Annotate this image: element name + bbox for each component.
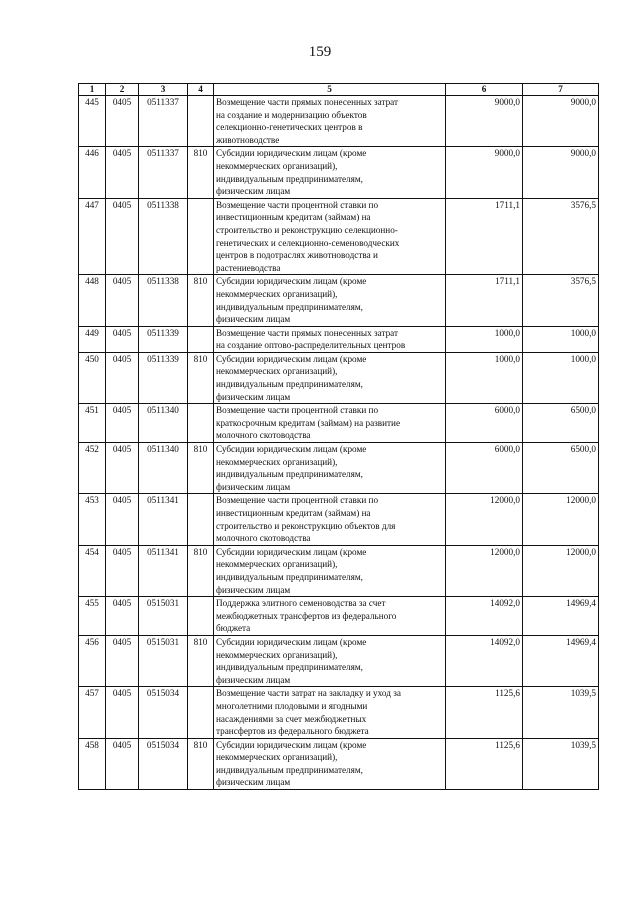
description-line: Субсидии юридическим лицам (кроме: [216, 148, 367, 159]
section-code-cell: 0405: [106, 198, 139, 275]
table-row: [79, 635, 599, 686]
description-line: индивидуальным предпринимателям,: [216, 301, 363, 312]
amount-col7-cell: 3576,5: [523, 275, 599, 326]
column-header-7: 7: [523, 84, 599, 96]
section-code-cell: 0405: [106, 404, 139, 443]
section-code-cell: 0405: [106, 635, 139, 686]
table-row: [79, 326, 599, 352]
description-cell: [214, 635, 446, 686]
row-number-cell: 449: [79, 326, 106, 352]
description-line: некоммерческих организаций),: [216, 366, 338, 377]
row-number-cell: 451: [79, 404, 106, 443]
description-line: Субсидии юридическим лицам (кроме: [216, 444, 367, 455]
row-number-cell: 453: [79, 494, 106, 545]
description-line: индивидуальным предпринимателям,: [216, 173, 363, 184]
section-code-cell: 0405: [106, 326, 139, 352]
description-cell: [214, 147, 446, 198]
description-line: на создание и модернизацию объектов: [216, 109, 367, 120]
amount-col7-cell: 6500,0: [523, 404, 599, 443]
description-line: физическим лицам: [216, 186, 291, 197]
table-row: [79, 597, 599, 636]
expense-type-cell: [188, 326, 214, 352]
amount-col6-cell: 1125,6: [446, 687, 523, 738]
expense-type-cell: 810: [188, 275, 214, 326]
description-line: краткосрочным кредитам (займам) на развитие: [216, 417, 401, 428]
column-header-5: 5: [214, 84, 446, 96]
amount-col7-cell: 3576,5: [523, 198, 599, 275]
table-row: [79, 687, 599, 738]
row-number-cell: 448: [79, 275, 106, 326]
row-number-cell: 445: [79, 96, 106, 147]
row-number-cell: 447: [79, 198, 106, 275]
expense-type-cell: [188, 687, 214, 738]
description-line: индивидуальным предпринимателям,: [216, 379, 363, 390]
description-line: молочного скотоводства: [216, 533, 311, 544]
target-article-cell: 0511339: [139, 326, 188, 352]
table-row: [79, 738, 599, 789]
description-line: Субсидии юридическим лицам (кроме: [216, 636, 367, 647]
target-article-cell: 0515031: [139, 597, 188, 636]
description-cell: [214, 443, 446, 494]
description-line: насаждениями за счет межбюджетных: [216, 713, 367, 724]
amount-col6-cell: 1711,1: [446, 275, 523, 326]
expense-type-cell: [188, 96, 214, 147]
description-line: некоммерческих организаций),: [216, 752, 338, 763]
section-code-cell: 0405: [106, 352, 139, 403]
description-line: инвестиционным кредитам (займам) на: [216, 508, 371, 518]
target-article-cell: 0511340: [139, 443, 188, 494]
column-header-3: 3: [139, 84, 188, 96]
table-row: [79, 404, 599, 443]
page-number: 159: [308, 44, 332, 60]
amount-col7-cell: 14969,4: [523, 597, 599, 636]
description-line: Поддержка элитного семеноводства за счет: [216, 598, 386, 609]
description-cell: [214, 96, 446, 147]
table-body: [79, 96, 599, 790]
description-cell: [214, 404, 446, 443]
description-line: физическим лицам: [216, 314, 291, 325]
amount-col6-cell: 14092,0: [446, 635, 523, 686]
amount-col6-cell: 6000,0: [446, 404, 523, 443]
description-line: селекционно-генетических центров в: [216, 122, 363, 133]
description-line: Возмещение части процентной ставки по: [216, 405, 379, 416]
description-cell: [214, 687, 446, 738]
description-line: многолетними плодовыми и ягодными: [216, 700, 368, 711]
amount-col6-cell: 9000,0: [446, 96, 523, 147]
description-cell: [214, 545, 446, 596]
expense-type-cell: [188, 198, 214, 275]
column-header-4: 4: [188, 84, 214, 96]
description-line: генетических и селекционно-семеноводческих: [216, 237, 400, 248]
section-code-cell: 0405: [106, 597, 139, 636]
description-cell: [214, 597, 446, 636]
description-line: некоммерческих организаций),: [216, 559, 338, 570]
amount-col6-cell: 1000,0: [446, 326, 523, 352]
expense-type-cell: [188, 404, 214, 443]
amount-col6-cell: 1125,6: [446, 738, 523, 789]
description-line: физическим лицам: [216, 481, 291, 492]
amount-col7-cell: 1039,5: [523, 738, 599, 789]
row-number-cell: 456: [79, 635, 106, 686]
expense-type-cell: 810: [188, 352, 214, 403]
target-article-cell: 0511341: [139, 545, 188, 596]
table-row: [79, 96, 599, 147]
section-code-cell: 0405: [106, 147, 139, 198]
description-line: инвестиционным кредитам (займам) на: [216, 212, 371, 223]
description-line: Субсидии юридическим лицам (кроме: [216, 546, 367, 557]
description-line: Субсидии юридическим лицам (кроме: [216, 739, 367, 750]
description-cell: [214, 352, 446, 403]
section-code-cell: 0405: [106, 687, 139, 738]
amount-col7-cell: 1000,0: [523, 352, 599, 403]
amount-col7-cell: 1039,5: [523, 687, 599, 738]
section-code-cell: 0405: [106, 494, 139, 545]
description-line: индивидуальным предпринимателям,: [216, 662, 363, 673]
target-article-cell: 0511338: [139, 198, 188, 275]
amount-col7-cell: 12000,0: [523, 494, 599, 545]
description-line: физическим лицам: [216, 777, 291, 788]
amount-col7-cell: 14969,4: [523, 635, 599, 686]
section-code-cell: 0405: [106, 738, 139, 789]
table-row: [79, 275, 599, 326]
description-line: Возмещение части прямых понесенных затрат: [216, 327, 399, 338]
target-article-cell: 0511337: [139, 96, 188, 147]
description-line: Возмещение части процентной ставки по: [216, 495, 379, 506]
description-line: индивидуальным предпринимателям,: [216, 764, 363, 775]
budget-table: [78, 83, 599, 790]
description-line: физическим лицам: [216, 584, 291, 595]
amount-col6-cell: 6000,0: [446, 443, 523, 494]
description-line: Субсидии юридическим лицам (кроме: [216, 353, 367, 364]
row-number-cell: 454: [79, 545, 106, 596]
description-line: физическим лицам: [216, 391, 291, 402]
expense-type-cell: [188, 494, 214, 545]
description-line: межбюджетных трансфертов из федерального: [216, 610, 397, 621]
description-line: некоммерческих организаций),: [216, 288, 338, 299]
section-code-cell: 0405: [106, 275, 139, 326]
amount-col6-cell: 9000,0: [446, 147, 523, 198]
description-line: бюджета: [216, 623, 251, 634]
column-header-6: 6: [446, 84, 523, 96]
table-row: [79, 545, 599, 596]
amount-col6-cell: 1000,0: [446, 352, 523, 403]
expense-type-cell: 810: [188, 147, 214, 198]
target-article-cell: 0511338: [139, 275, 188, 326]
amount-col7-cell: 9000,0: [523, 147, 599, 198]
target-article-cell: 0511337: [139, 147, 188, 198]
description-line: центров в подотраслях животноводства и: [216, 250, 378, 261]
amount-col7-cell: 9000,0: [523, 96, 599, 147]
amount-col6-cell: 12000,0: [446, 545, 523, 596]
column-header-2: 2: [106, 84, 139, 96]
description-line: некоммерческих организаций),: [216, 160, 338, 171]
description-line: строительство и реконструкцию селекционно-: [216, 224, 398, 235]
expense-type-cell: 810: [188, 443, 214, 494]
amount-col6-cell: 14092,0: [446, 597, 523, 636]
description-cell: [214, 326, 446, 352]
description-line: некоммерческих организаций),: [216, 456, 338, 467]
section-code-cell: 0405: [106, 443, 139, 494]
amount-col6-cell: 12000,0: [446, 494, 523, 545]
description-cell: [214, 738, 446, 789]
description-line: Возмещение части процентной ставки по: [216, 199, 379, 210]
table-row: [79, 443, 599, 494]
table-row: [79, 352, 599, 403]
description-line: животноводстве: [216, 134, 280, 145]
description-line: трансфертов из федерального бюджета: [216, 726, 369, 737]
table-row: [79, 198, 599, 275]
description-cell: [214, 494, 446, 545]
amount-col6-cell: 1711,1: [446, 198, 523, 275]
expense-type-cell: 810: [188, 635, 214, 686]
description-line: молочного скотоводства: [216, 430, 311, 441]
description-line: Возмещение части затрат на закладку и уход за: [216, 688, 401, 699]
section-code-cell: 0405: [106, 545, 139, 596]
description-cell: [214, 275, 446, 326]
row-number-cell: 455: [79, 597, 106, 636]
amount-col7-cell: 6500,0: [523, 443, 599, 494]
description-cell: [214, 198, 446, 275]
target-article-cell: 0511340: [139, 404, 188, 443]
expense-type-cell: 810: [188, 738, 214, 789]
expense-type-cell: [188, 597, 214, 636]
target-article-cell: 0515034: [139, 687, 188, 738]
description-line: индивидуальным предпринимателям,: [216, 469, 363, 480]
table-row: [79, 494, 599, 545]
row-number-cell: 457: [79, 687, 106, 738]
description-line: строительство и реконструкцию объектов для: [216, 520, 396, 531]
amount-col7-cell: 1000,0: [523, 326, 599, 352]
target-article-cell: 0511339: [139, 352, 188, 403]
amount-col7-cell: 12000,0: [523, 545, 599, 596]
description-line: Субсидии юридическим лицам (кроме: [216, 276, 367, 287]
target-article-cell: 0515034: [139, 738, 188, 789]
expense-type-cell: 810: [188, 545, 214, 596]
target-article-cell: 0511341: [139, 494, 188, 545]
description-line: физическим лицам: [216, 674, 291, 685]
description-line: индивидуальным предпринимателям,: [216, 571, 363, 582]
row-number-cell: 446: [79, 147, 106, 198]
row-number-cell: 450: [79, 352, 106, 403]
table-row: [79, 147, 599, 198]
description-line: на создание оптово-распределительных центров: [216, 340, 406, 351]
table-header-row: [79, 84, 599, 96]
description-line: некоммерческих организаций),: [216, 649, 338, 660]
description-line: растениеводства: [216, 262, 281, 273]
description-line: Возмещение части прямых понесенных затрат: [216, 97, 399, 107]
row-number-cell: 458: [79, 738, 106, 789]
column-header-1: 1: [79, 84, 106, 96]
section-code-cell: 0405: [106, 96, 139, 147]
target-article-cell: 0515031: [139, 635, 188, 686]
row-number-cell: 452: [79, 443, 106, 494]
